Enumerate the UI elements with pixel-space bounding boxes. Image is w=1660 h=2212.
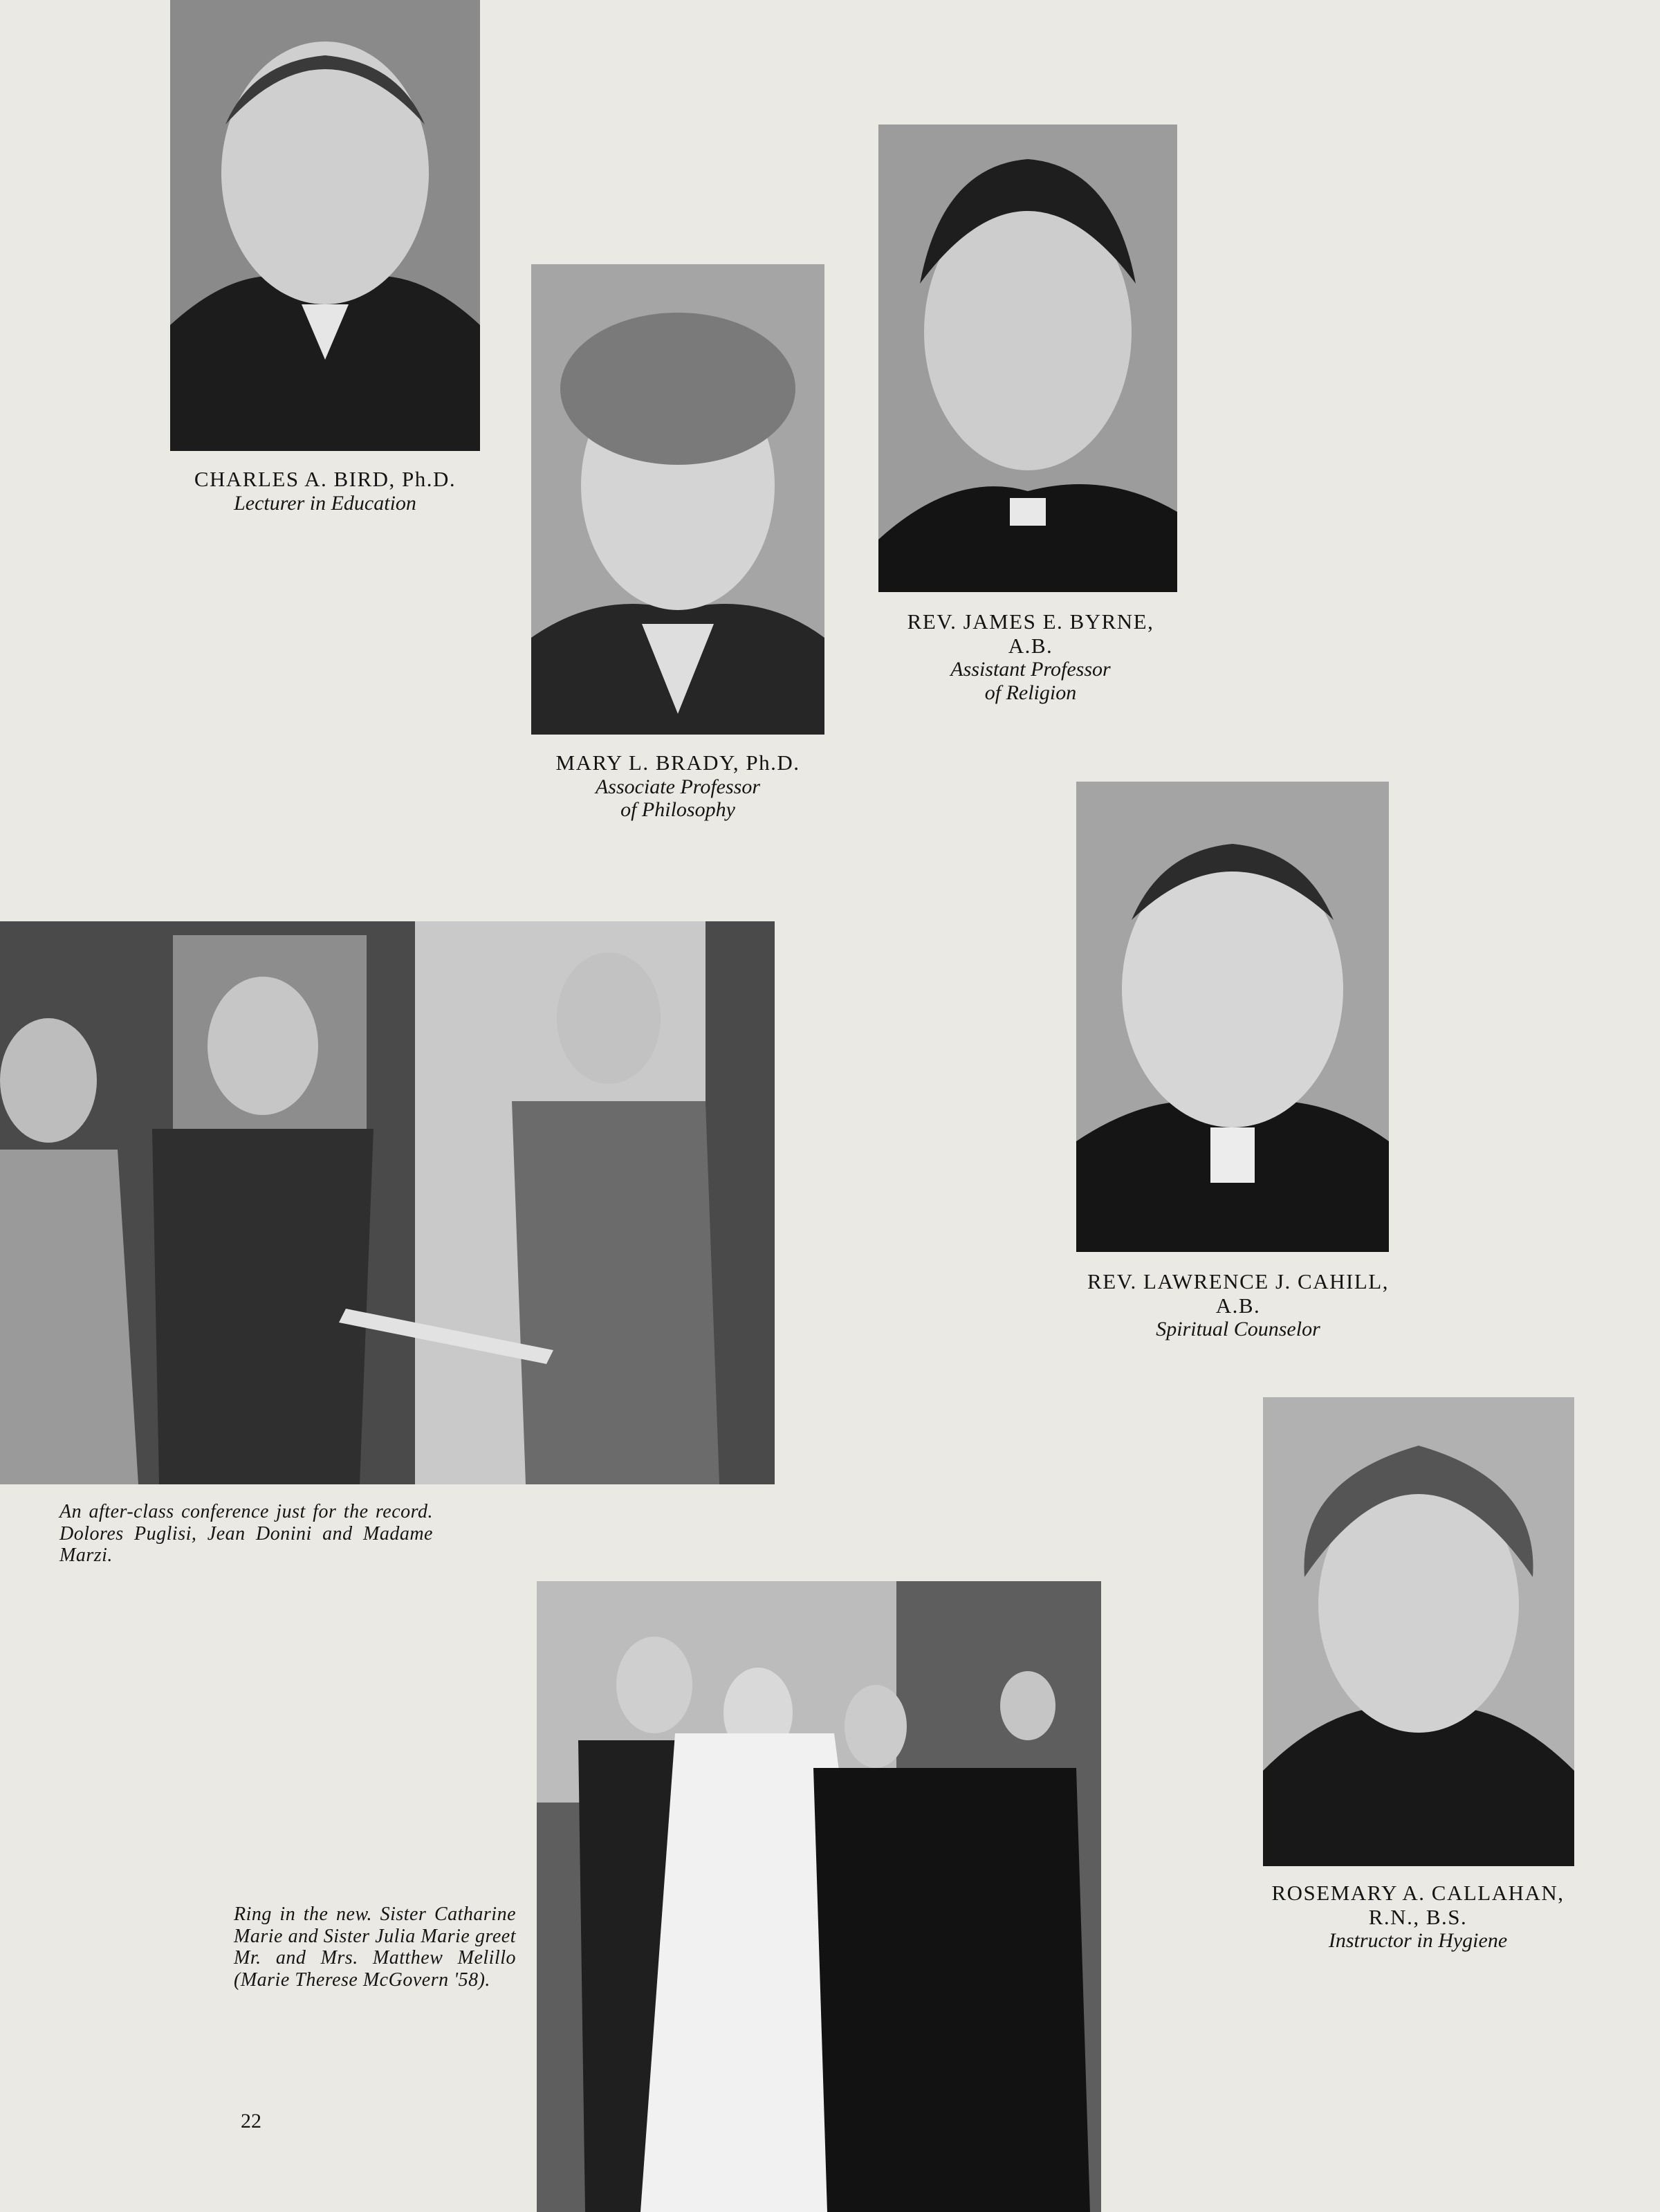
portrait-photo-callahan xyxy=(1263,1397,1574,1866)
caption-brady xyxy=(512,751,844,822)
title-bird: Lecturer in Education xyxy=(234,491,416,515)
page-number: 22 xyxy=(241,2110,261,2132)
name-byrne-line1: REV. JAMES E. BYRNE, xyxy=(907,609,1154,634)
name-bird: CHARLES A. BIRD, Ph.D. xyxy=(194,467,456,491)
title-callahan: Instructor in Hygiene xyxy=(1328,1929,1508,1953)
caption-callahan xyxy=(1231,1881,1605,1953)
wedding-photo xyxy=(537,1581,1101,2212)
title-cahill: Spiritual Counselor xyxy=(1156,1318,1320,1341)
title-brady-line2: of Philosophy xyxy=(620,798,735,822)
name-callahan-line1: ROSEMARY A. CALLAHAN, xyxy=(1271,1881,1565,1905)
name-byrne-line2: A.B. xyxy=(1008,633,1053,658)
title-byrne-line2: of Religion xyxy=(984,681,1077,705)
caption-byrne xyxy=(858,610,1204,705)
name-callahan-line2: R.N., B.S. xyxy=(1368,1904,1468,1929)
portrait-photo-brady xyxy=(531,264,824,735)
title-byrne-line1: Assistant Professor xyxy=(950,658,1111,681)
caption-bird xyxy=(170,468,480,515)
portrait-photo-cahill xyxy=(1076,782,1389,1252)
portrait-photo-bird xyxy=(170,0,480,451)
caption-cahill xyxy=(1044,1270,1432,1341)
name-brady: MARY L. BRADY, Ph.D. xyxy=(555,750,800,775)
name-cahill-line2: A.B. xyxy=(1215,1293,1261,1318)
caption-conference: An after-class conference just for the record. Dolores Puglisi, Jean Donini and Madame Marzi. xyxy=(59,1501,433,1567)
caption-wedding: Ring in the new. Sister Catharine Marie and Sister Julia Marie greet Mr. and Mrs. Matthew Melillo (Marie Therese McGovern '58). xyxy=(234,1904,516,1991)
conference-photo xyxy=(0,921,775,1484)
portrait-photo-byrne xyxy=(878,125,1177,592)
name-cahill-line1: REV. LAWRENCE J. CAHILL, xyxy=(1087,1269,1389,1293)
title-brady-line1: Associate Professor xyxy=(595,775,761,798)
